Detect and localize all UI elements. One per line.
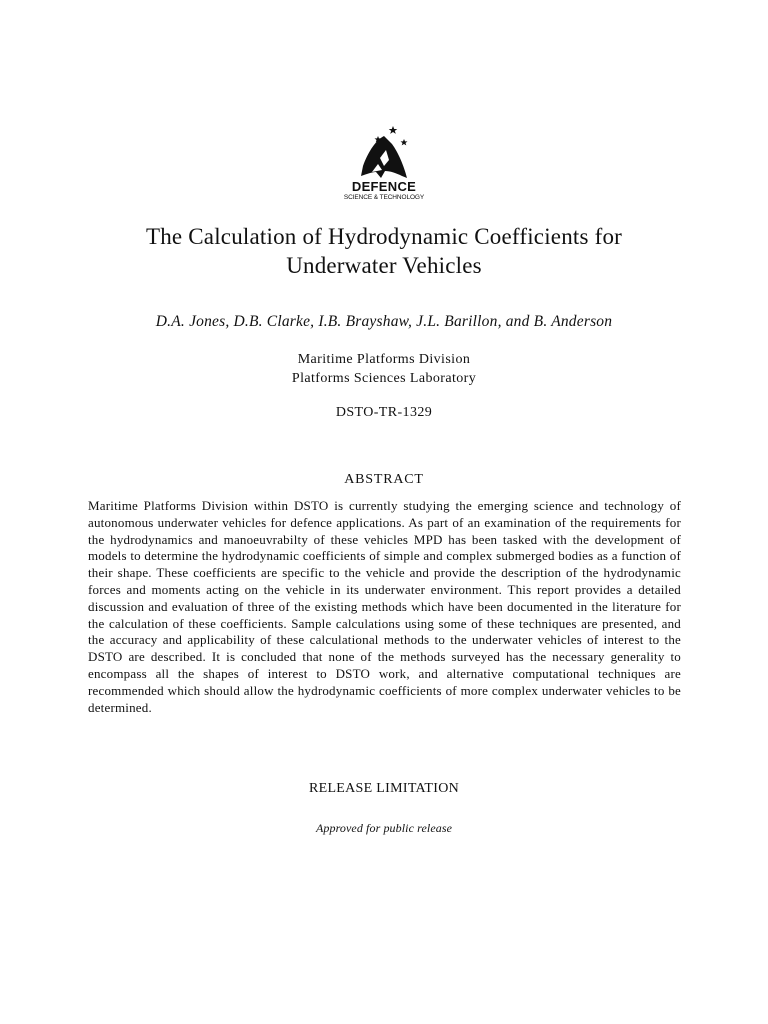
logo-subtitle: SCIENCE & TECHNOLOGY xyxy=(343,194,425,201)
abstract-body: Maritime Platforms Division within DSTO is currently studying the emerging science and technology of autonomous underwater vehicles for defence applications. As part of an examination of the requirements for the hydrodynamics and manoeuvrabilty of these vehicles MPD has been tasked with the development of models to determine the hydrodynamic coefficients of simple and complex submerged bodies as a function of their shape. These coefficients are specific to the vehicle and provide the description of the hydrodynamic forces and moments acting on the vehicle in its underwater environment. This report provides a detailed discussion and evaluation of three of the existing methods which have been documented in the literature for the calculation of these coefficients. Sample calculations using some of these techniques are presented, and the accuracy and applicability of these calculational methods to the underwater vehicles of interest to the DSTO are described. It is concluded that none of the methods surveyed has the necessary generality to encompass all the shapes of interest to DSTO work, and alternative computational techniques are recommended which should allow the hydrodynamic coefficients of more complex underwater vehicles to be determined. xyxy=(88,498,681,715)
defence-logo-icon xyxy=(332,122,436,184)
logo-wordmark: DEFENCE xyxy=(351,179,417,194)
division-name: Maritime Platforms Division xyxy=(297,352,471,367)
defence-logo xyxy=(332,122,436,206)
title-line-2: Underwater Vehicles xyxy=(286,253,482,278)
release-limitation-value: Approved for public release xyxy=(315,821,453,835)
release-limitation-heading: RELEASE LIMITATION xyxy=(308,781,460,796)
abstract-heading: ABSTRACT xyxy=(344,472,424,487)
title-line-1: The Calculation of Hydrodynamic Coefficients for xyxy=(145,224,623,249)
report-number: DSTO-TR-1329 xyxy=(335,405,433,420)
authors: D.A. Jones, D.B. Clarke, I.B. Brayshaw, J.L. Barillon, and B. Anderson xyxy=(155,313,613,330)
report-title xyxy=(80,222,688,280)
laboratory-name: Platforms Sciences Laboratory xyxy=(291,371,477,386)
